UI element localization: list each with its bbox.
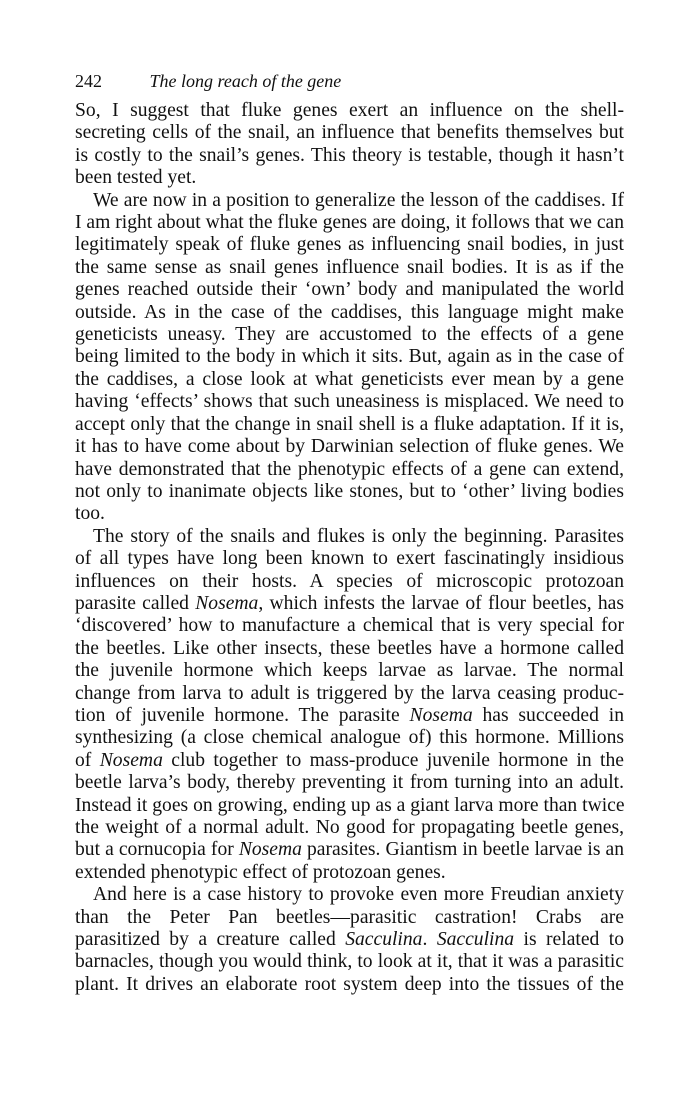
book-page [75, 70, 624, 996]
text-line: extended phenotypic effect of protozoan genes. [75, 861, 446, 883]
page-number: 242 [75, 71, 102, 91]
text-line: And here is a case history to provoke even more Freudian anxiety [93, 884, 624, 906]
text-line: it has to have come about by Darwinian selection of fluke genes. We [75, 436, 624, 458]
text-line: of Nosema club together to mass-produce juvenile hormone in the [75, 749, 624, 771]
text-line: the juvenile hormone which keeps larvae as larvae. The normal [75, 660, 624, 682]
text-line: change from larva to adult is triggered by the larva ceasing produc- [75, 682, 624, 704]
text-line: having ‘effects’ shows that such uneasiness is misplaced. We need to [75, 391, 624, 413]
paragraph [75, 526, 624, 885]
text-line: is costly to the snail’s genes. This theory is testable, though it hasn’t [75, 144, 624, 166]
text-line: The story of the snails and flukes is only the beginning. Parasites [93, 525, 624, 547]
text-line: been tested yet. [75, 167, 197, 189]
text-line: So, I suggest that fluke genes exert an influence on the shell- [75, 100, 624, 121]
text-line: legitimately speak of fluke genes as influencing snail bodies, in just [75, 234, 624, 256]
paragraph [75, 100, 624, 190]
paragraph [75, 884, 624, 996]
paragraph [75, 190, 624, 526]
text-line: beetle larva’s body, thereby preventing it from turning into an adult. [75, 772, 624, 794]
text-line: have demonstrated that the phenotypic effects of a gene can extend, [75, 458, 624, 480]
text-line: plant. It drives an elaborate root system deep into the tissues of the [75, 973, 624, 995]
text-line: parasite called Nosema, which infests the larvae of flour beetles, has [75, 592, 624, 614]
text-line: I am right about what the fluke genes are doing, it follows that we can [75, 212, 625, 234]
text-line: outside. As in the case of the caddises, this language might make [75, 301, 624, 323]
text-line: of all types have long been known to exert fascinatingly insidious [75, 548, 624, 570]
text-line: the same sense as snail genes influence snail bodies. It is as if the [75, 256, 624, 278]
running-title: The long reach of the gene [149, 71, 342, 91]
text-line: We are now in a position to generalize the lesson of the caddises. If [93, 189, 624, 211]
running-head [75, 70, 624, 100]
text-line: parasitized by a creature called Sacculina. Sacculina is related to [75, 929, 625, 951]
text-line: secreting cells of the snail, an influence that benefits themselves but [75, 122, 624, 144]
text-line: tion of juvenile hormone. The parasite Nosema has succeeded in [75, 704, 624, 726]
text-line: influences on their hosts. A species of microscopic protozoan [75, 570, 624, 592]
text-line: accept only that the change in snail shell is a fluke adaptation. If it is, [75, 413, 624, 435]
text-line: the beetles. Like other insects, these beetles have a hormone called [75, 637, 624, 659]
text-line: genes reached outside their ‘own’ body and manipulated the world [75, 279, 624, 301]
text-line: too. [75, 503, 105, 525]
text-line: than the Peter Pan beetles—parasitic castration! Crabs are [75, 906, 624, 928]
body-text [75, 100, 624, 996]
text-line: the caddises, a close look at what geneticists ever mean by a gene [75, 368, 624, 390]
text-line: barnacles, though you would think, to look at it, that it was a parasitic [75, 951, 624, 973]
text-line: synthesizing (a close chemical analogue of) this hormone. Millions [75, 727, 624, 749]
text-line: not only to inanimate objects like stones, but to ‘other’ living bodies [75, 480, 624, 502]
text-line: ‘discovered’ how to manufacture a chemical that is very special for [75, 615, 624, 637]
text-line: but a cornucopia for Nosema parasites. Giantism in beetle larvae is an [75, 839, 624, 861]
text-line: Instead it goes on growing, ending up as a giant larva more than twice [75, 794, 625, 816]
text-line: the weight of a normal adult. No good for propagating beetle genes, [75, 817, 624, 838]
text-line: geneticists uneasy. They are accustomed to the effects of a gene [75, 324, 624, 346]
text-line: being limited to the body in which it sits. But, again as in the case of [75, 346, 624, 368]
